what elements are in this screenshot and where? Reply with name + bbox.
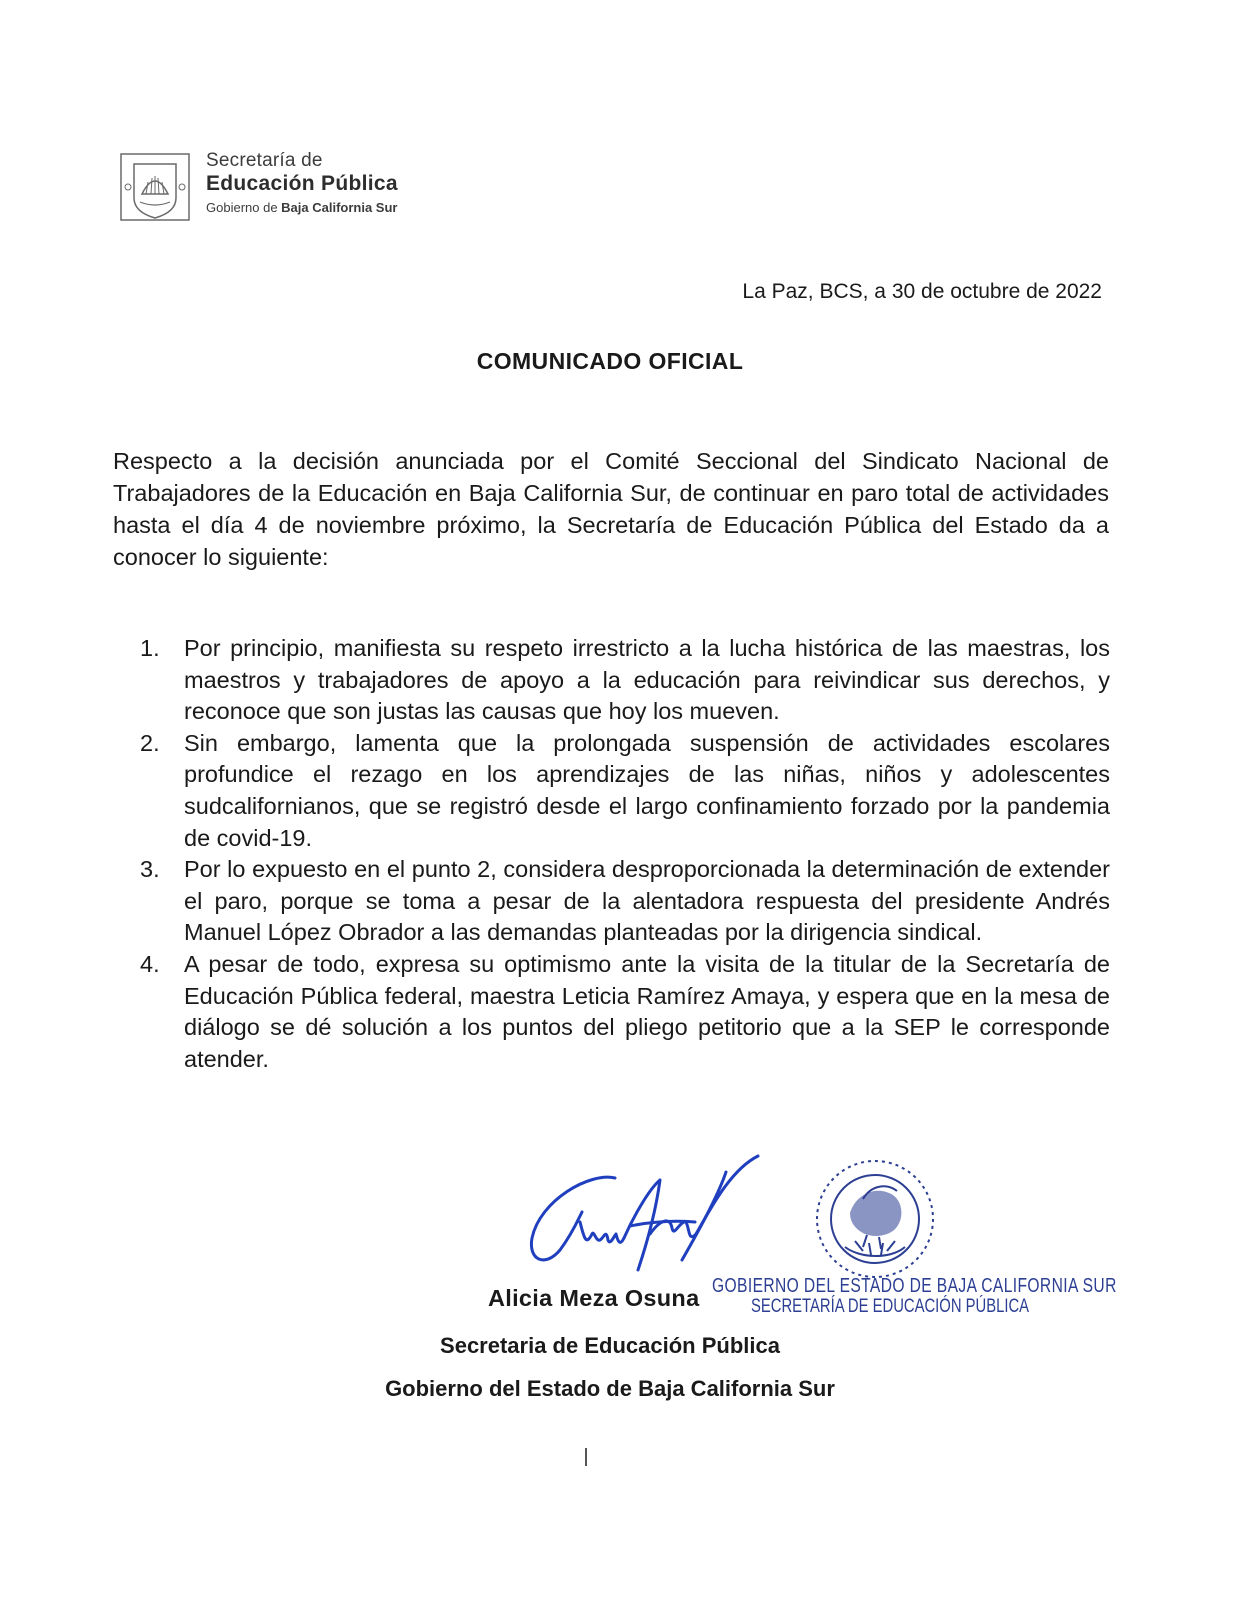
signer-government: Gobierno del Estado de Baja California Sur (385, 1376, 835, 1401)
point-number: 3. (140, 856, 160, 883)
letterhead-line1: Secretaría de (206, 150, 323, 171)
list-item (140, 854, 1110, 949)
points-list (140, 633, 1110, 1075)
signer-name: Alicia Meza Osuna (488, 1285, 700, 1311)
signer-role: Secretaria de Educación Pública (440, 1333, 780, 1358)
letterhead-line3-prefix: Gobierno de (206, 200, 282, 216)
stamp-line1: GOBIERNO DEL ESTADO DE BAJA CALIFORNIA SUR (712, 1275, 1117, 1297)
list-item (140, 949, 1110, 1075)
point-text: Por principio, manifiesta su respeto irrestricto a la lucha histórica de las maestras, los maestros y trabajadores de apoyo a la educación para reivindicar sus derechos, y reconoce que son justas las causas que hoy los mueven. (184, 635, 1110, 725)
point-number: 2. (140, 729, 160, 756)
list-item (140, 728, 1110, 854)
point-text: Por lo expuesto en el punto 2, considera desproporcionada la determinación de extender el paro, porque se toma a pesar de la alentadora respuesta del presidente Andrés Manuel López Obrador a las demandas planteadas por la dirigencia sindical. (184, 856, 1110, 946)
point-number: 4. (140, 950, 160, 977)
coat-of-arms-icon (118, 150, 192, 224)
point-number: 1. (140, 635, 160, 661)
letterhead-line2: Educación Pública (206, 172, 398, 196)
list-item (140, 633, 1110, 728)
official-stamp (712, 1276, 1117, 1317)
mexican-eagle-seal-icon (805, 1155, 945, 1283)
handwritten-signature (520, 1150, 770, 1290)
document-title: COMUNICADO OFICIAL (476, 348, 744, 374)
scan-mark (585, 1448, 587, 1466)
stamp-line2: SECRETARÍA DE EDUCACIÓN PÚBLICA (751, 1296, 1030, 1317)
point-text: A pesar de todo, expresa su optimismo ante la visita de la titular de la Secretaría de Educación Pública federal, maestra Leticia Ramírez Amaya, y espera que en la mesa de diálogo se dé solución a los puntos del pliego petitorio que a la SEP le corresponde atender. (184, 950, 1110, 1072)
letterhead-line3 (206, 200, 398, 215)
document-date: La Paz, BCS, a 30 de octubre de 2022 (742, 280, 1102, 303)
point-text: Sin embargo, lamenta que la prolongada suspensión de actividades escolares profundice el rezago en los aprendizajes de las niñas, niños y adolescentes sudcalifornianos, que se registró desde el largo confinamiento forzado por la pandemia de covid-19. (184, 729, 1110, 851)
intro-paragraph: Respecto a la decisión anunciada por el Comité Seccional del Sindicato Nacional de Trabajadores de la Educación en Baja California Sur, de continuar en paro total de actividades hasta el día 4 de noviembre próximo, la Secretaría de Educación Pública del Estado da a conocer lo siguiente: (113, 448, 1109, 570)
letterhead-line3-strong: Baja California Sur (281, 200, 398, 216)
letterhead (118, 150, 398, 224)
